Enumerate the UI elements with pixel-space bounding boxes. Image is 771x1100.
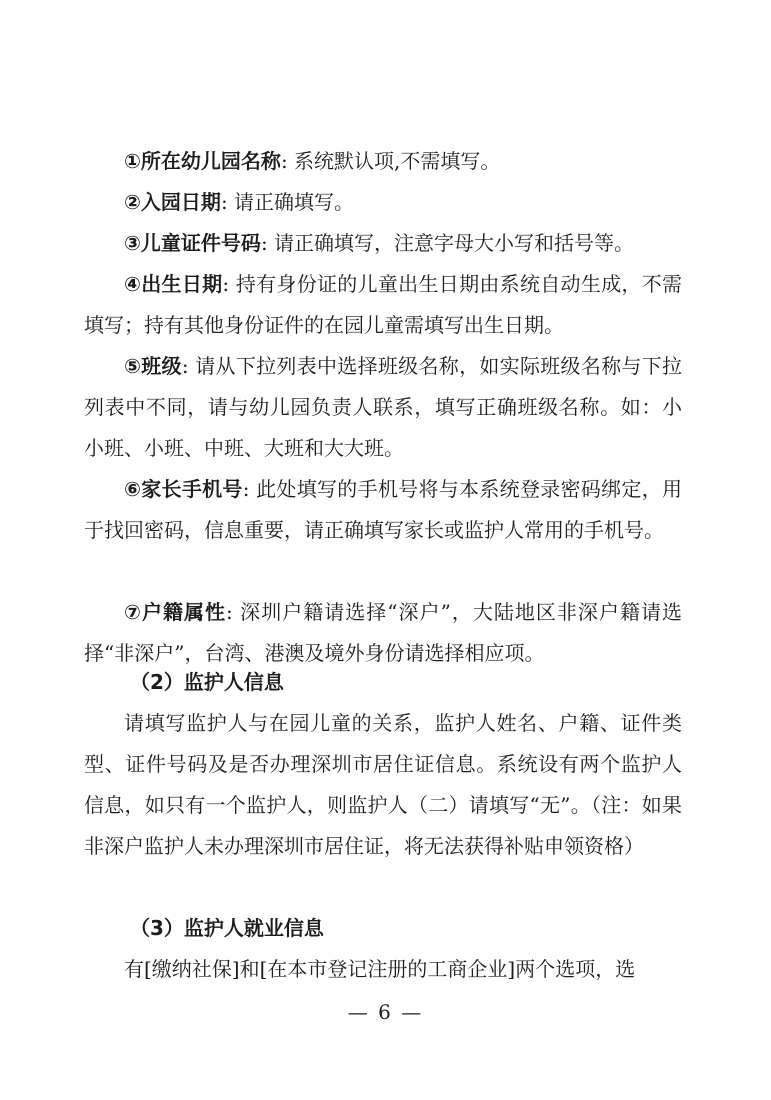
item-text: 深圳户籍请选择“深户”，大陆地区非深户籍请选择“非深户”，台湾、港澳及境外身份请选择相应项。 <box>84 600 683 665</box>
item-text: 系统默认项,不需填写。 <box>294 149 501 173</box>
item-label: ①所在幼儿园名称 <box>124 149 281 173</box>
item-label: ⑤班级 <box>124 354 182 378</box>
item-colon: : <box>181 354 189 378</box>
section-heading-guardian-info: （2）监护人信息 <box>130 670 284 694</box>
item-label: ③儿童证件号码 <box>124 231 261 255</box>
item-colon: : <box>220 190 228 214</box>
item-label: ⑦户籍属性 <box>124 600 227 624</box>
item-label: ⑥家长手机号 <box>124 477 243 501</box>
item-text: 持有身份证的儿童出生日期由系统自动生成，不需填写；持有其他身份证件的在园儿童需填写出生日期。 <box>84 272 683 337</box>
item-text: 请正确填写。 <box>234 190 355 214</box>
section-heading-guardian-employment: （3）监护人就业信息 <box>130 916 324 940</box>
item-colon: : <box>222 272 230 296</box>
item-text: 请从下拉列表中选择班级名称，如实际班级名称与下拉列表中不同，请与幼儿园负责人联系，填写正确班级名称。如：小小班、小班、中班、大班和大大班。 <box>84 354 683 460</box>
page-number: — 6 — <box>347 1000 424 1024</box>
item-text: 请正确填写，注意字母大小写和括号等。 <box>274 231 635 255</box>
item-colon: : <box>280 149 288 173</box>
item-label: ②入园日期 <box>124 190 221 214</box>
item-parent-phone <box>84 469 682 551</box>
item-enrollment-date <box>84 182 682 223</box>
item-colon: : <box>260 231 268 255</box>
item-birth-date <box>84 264 682 346</box>
section-body-guardian-employment: 有[缴纳社保]和[在本市登记注册的工商企业]两个选项，选 <box>124 957 636 981</box>
section-body-guardian-info: 请填写监护人与在园儿童的关系，监护人姓名、户籍、证件类型、证件号码及是否办理深圳市居住证信息。系统设有两个监护人信息，如只有一个监护人，则监护人（二）请填写“无”。（注：如果非深户监护人未办理深圳市居住证，将无法获得补贴申领资格） <box>84 711 682 858</box>
item-colon: : <box>226 600 233 624</box>
item-text: 此处填写的手机号将与本系统登录密码绑定，用于找回密码，信息重要，请正确填写家长或监护人常用的手机号。 <box>84 477 683 542</box>
item-kindergarten-name <box>84 141 682 182</box>
item-class <box>84 346 682 469</box>
item-colon: : <box>242 477 250 501</box>
item-id-number <box>84 223 682 264</box>
item-label: ④出生日期 <box>124 272 223 296</box>
